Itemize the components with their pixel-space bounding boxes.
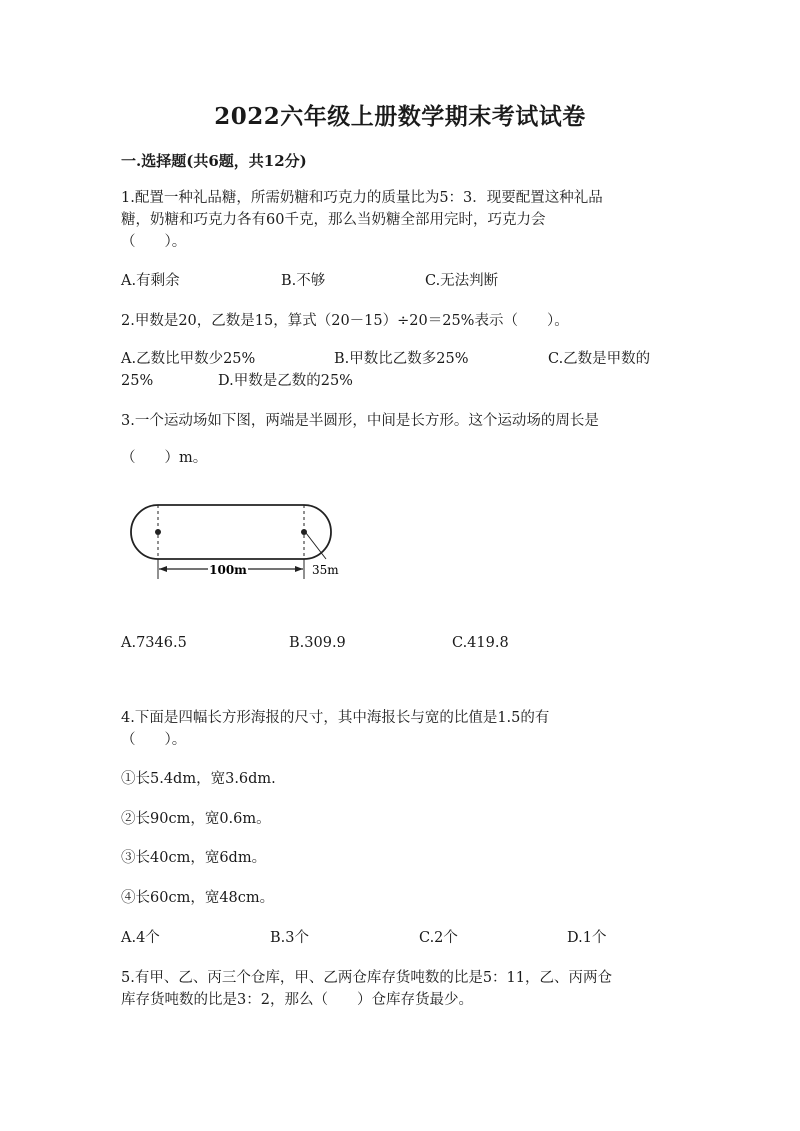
q1-option-a: A.有剩余	[121, 273, 180, 289]
q4-line-2: （ ）。	[121, 732, 187, 748]
q4-option-c: C.2个	[419, 930, 458, 946]
page-title: 2022六年级上册数学期末考试试卷	[214, 103, 586, 130]
q4-item-4: ④长60cm，宽48cm。	[121, 890, 275, 906]
radius-label: 35m	[312, 563, 339, 577]
q4-item-1: ①长5.4dm，宽3.6dm.	[121, 771, 276, 787]
track-diagram	[126, 495, 356, 585]
q3-option-b: B.309.9	[289, 635, 346, 651]
right-center-dot	[301, 529, 307, 535]
q2-option-c: C.乙数是甲数的	[548, 351, 651, 367]
q1-line-1: 1.配置一种礼品糖，所需奶糖和巧克力的质量比为5：3．现要配置这种礼品	[121, 190, 603, 206]
arrowhead-left	[159, 566, 167, 572]
q4-item-2: ②长90cm，宽0.6m。	[121, 811, 271, 827]
q5-line-1: 5.有甲、乙、丙三个仓库，甲、乙两仓库存货吨数的比是5：11，乙、丙两仓	[121, 970, 613, 986]
q3-line-1: 3.一个运动场如下图，两端是半圆形，中间是长方形。这个运动场的周长是	[121, 413, 599, 429]
q4-option-b: B.3个	[270, 930, 309, 946]
q4-option-d: D.1个	[567, 930, 607, 946]
q1-line-3: （ ）。	[121, 234, 187, 250]
radius-pointer	[306, 533, 326, 559]
q5-line-2: 库存货吨数的比是3：2，那么（ ）仓库存货最少。	[121, 992, 473, 1008]
q1-option-b: B.不够	[281, 273, 326, 289]
section-heading: 一.选择题(共6题，共12分)	[121, 152, 307, 170]
q4-line-1: 4.下面是四幅长方形海报的尺寸，其中海报长与宽的比值是1.5的有	[121, 710, 550, 726]
q2-option-b: B.甲数比乙数多25%	[334, 351, 469, 367]
q4-item-3: ③长40cm，宽6dm。	[121, 850, 267, 866]
q1-line-2: 糖，奶糖和巧克力各有60千克，那么当奶糖全部用完时，巧克力会	[121, 212, 546, 228]
length-label: 100m	[209, 563, 247, 577]
q2-line-1: 2.甲数是20，乙数是15，算式（20－15）÷20＝25%表示（ ）。	[121, 313, 569, 329]
left-center-dot	[155, 529, 161, 535]
q1-option-c: C.无法判断	[425, 273, 499, 289]
q2-option-c-cont: 25%	[121, 373, 154, 389]
q3-line-2: （ ）m。	[121, 450, 208, 466]
arrowhead-right	[295, 566, 303, 572]
q2-option-a: A.乙数比甲数少25%	[121, 351, 256, 367]
q4-option-a: A.4个	[121, 930, 160, 946]
q2-option-d: D.甲数是乙数的25%	[218, 373, 353, 389]
q3-option-a: A.7346.5	[121, 635, 187, 651]
q3-option-c: C.419.8	[452, 635, 509, 651]
